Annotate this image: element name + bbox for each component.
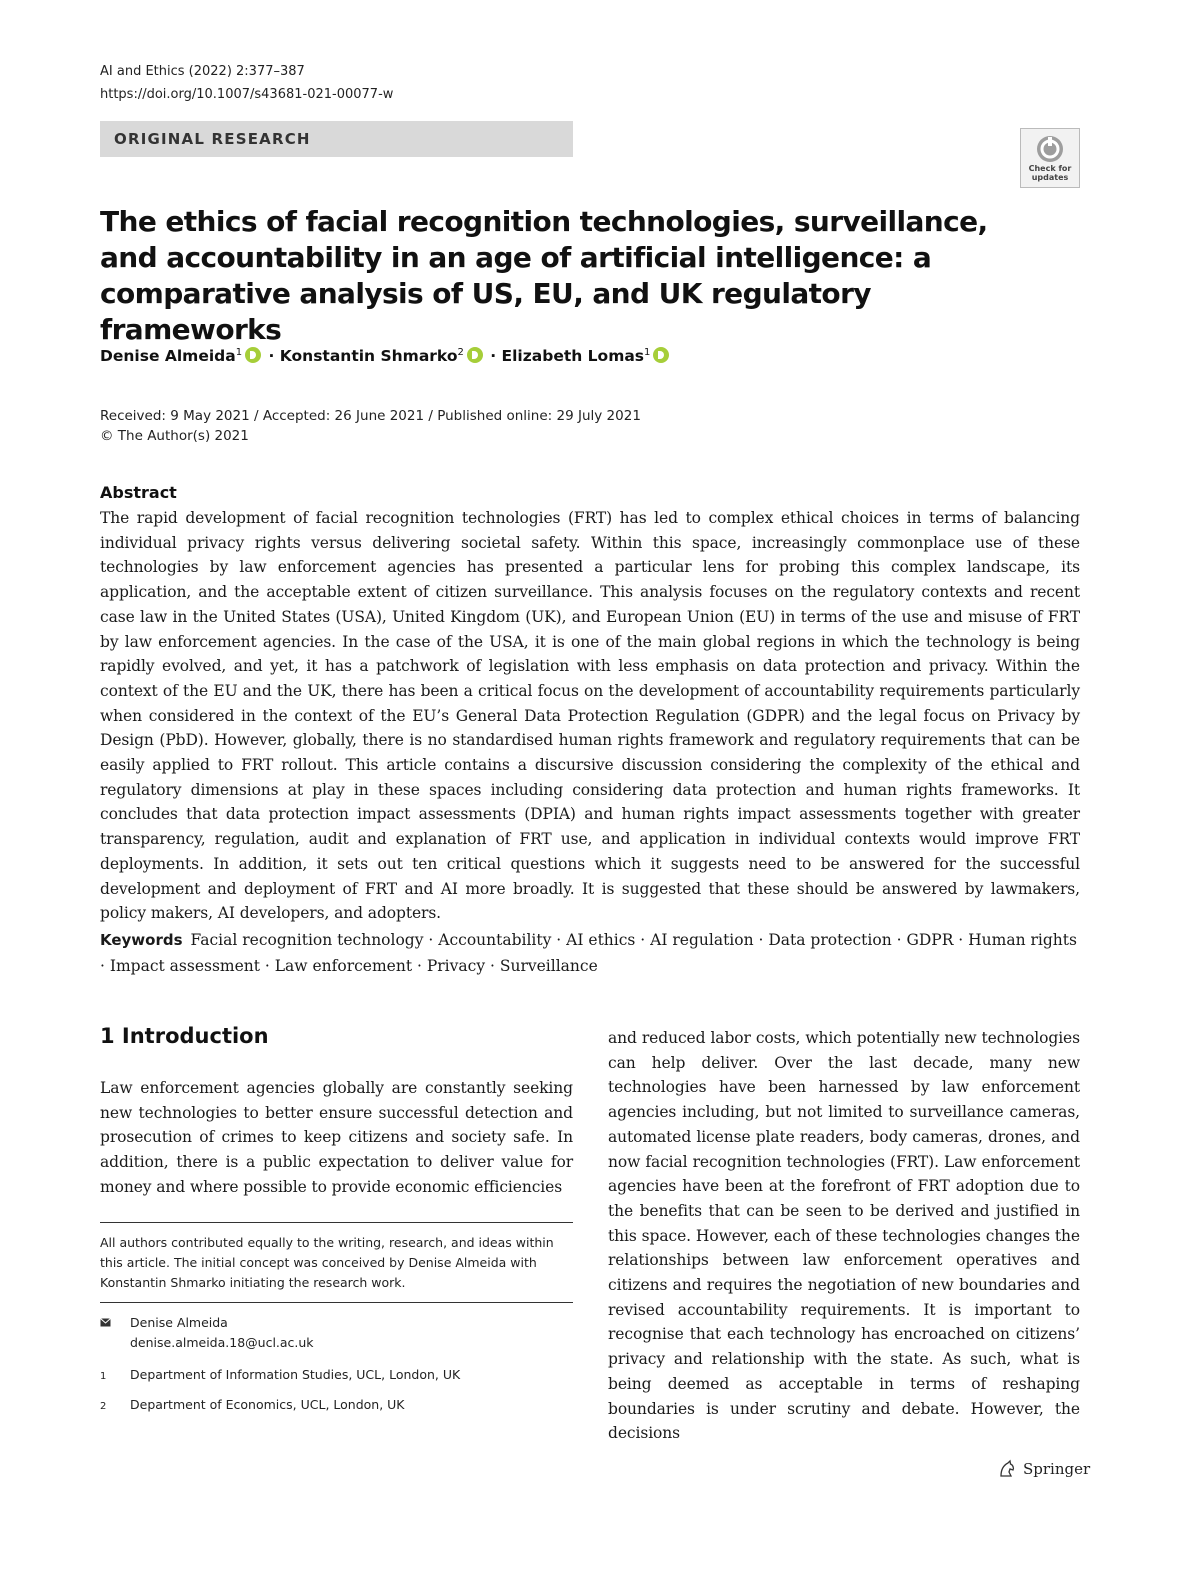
introduction-heading: 1 Introduction <box>100 1024 269 1048</box>
keywords-block <box>100 927 1080 979</box>
publisher-name: Springer <box>1023 1460 1091 1478</box>
springer-horse-icon <box>997 1459 1017 1479</box>
orcid-icon[interactable] <box>467 347 483 363</box>
keywords-list: Facial recognition technology · Accountability · AI ethics · AI regulation · Data protection · GDPR · Human rights · Impact assessment · Law enforcement · Privacy · Surveillance <box>100 931 1077 975</box>
contribution-note: All authors contributed equally to the writing, research, and ideas within this article. The initial concept was conceived by Denise Almeida with Konstantin Shmarko initiating the research work. <box>100 1235 554 1290</box>
author-separator: · <box>263 347 280 366</box>
section-label-bar <box>100 121 573 157</box>
check-for-updates-label: Check for updates <box>1028 164 1072 182</box>
introduction-right-column: and reduced labor costs, which potentially new technologies can help deliver. Over the last decade, many new technologies have been harnessed by law enforcement agencies including, but not limited to surveillance cameras, automated license plate readers, body cameras, drones, and now facial recognition technologies (FRT). Law enforcement agencies have been at the forefront of FRT adoption due to the benefits that can be seen to be derived and justified in this space. However, each of these technologies changes the relationships between law enforcement operatives and citizens and requires the negotiation of new boundaries and revised accountability requirements. It is important to recognise that each technology has encroached on citizens’ privacy and relationship with the state. As such, what is being deemed as acceptable in terms of reshaping boundaries is under scrutiny and debate. However, the decisions <box>608 1029 1080 1443</box>
corresponding-author-email[interactable]: denise.almeida.18@ucl.ac.uk <box>130 1335 314 1350</box>
corresponding-author <box>100 1313 573 1353</box>
author-separator: · <box>484 347 502 366</box>
keywords-label: Keywords <box>100 931 183 949</box>
doi-link[interactable]: https://doi.org/10.1007/s43681-021-00077-w <box>100 87 394 102</box>
author-affiliation-mark: 1 <box>235 347 243 358</box>
article-title: The ethics of facial recognition technologies, surveillance, and accountability in an age of artificial intelligence: a comparative analysis of US, EU, and UK regulatory frameworks <box>100 205 988 346</box>
envelope-icon <box>100 1313 130 1353</box>
author-affiliation-mark: 1 <box>644 347 651 358</box>
footnote-divider <box>100 1302 573 1303</box>
section-label: ORIGINAL RESEARCH <box>114 130 311 148</box>
footnote-divider <box>100 1222 573 1223</box>
publisher-logo <box>997 1459 1090 1479</box>
affiliation-text: Department of Information Studies, UCL, London, UK <box>130 1367 461 1382</box>
copyright-notice: © The Author(s) 2021 <box>100 428 249 444</box>
abstract-text: The rapid development of facial recognition technologies (FRT) has led to complex ethical choices in terms of balancing individual privacy rights versus delivering societal safety. Within this space, increasingly commonplace use of these technologies by law enforcement agencies has presented a particular lens for probing this complex landscape, its application, and the acceptable extent of citizen surveillance. This analysis focuses on the regulatory contexts and recent case law in the United States (USA), United Kingdom (UK), and European Union (EU) in terms of the use and misuse of FRT by law enforcement agencies. In the case of the USA, it is one of the main global regions in which the technology is being rapidly evolved, and yet, it has a patchwork of legislation with less emphasis on data protection and privacy. Within the context of the EU and the UK, there has been a critical focus on the development of accountability requirements particularly when considered in the context of the EU’s General Data Protection Regulation (GDPR) and the legal focus on Privacy by Design (PbD). However, globally, there is no standardised human rights framework and regulatory requirements that can be easily applied to FRT rollout. This article contains a discursive discussion considering the complexity of the ethical and regulatory dimensions at play in these spaces including considering data protection and human rights frameworks. It concludes that data protection impact assessments (DPIA) and human rights impact assessments together with greater transparency, regulation, audit and explanation of FRT use, and application in individual contexts would improve FRT deployments. In addition, it sets out ten critical questions which it suggests need to be answered for the successful development and deployment of FRT and AI more broadly. It is suggested that these should be answered by lawmakers, policy makers, AI developers, and adopters. <box>100 509 1080 923</box>
journal-reference: AI and Ethics (2022) 2:377–387 <box>100 64 305 79</box>
check-for-updates-badge[interactable] <box>1020 128 1080 188</box>
correspondence-block <box>100 1313 573 1417</box>
affiliation-item <box>100 1395 573 1417</box>
abstract-heading: Abstract <box>100 483 177 502</box>
publication-dates-block <box>100 406 641 446</box>
check-for-updates-icon <box>1035 134 1065 164</box>
author-name[interactable]: Denise Almeida <box>100 347 236 366</box>
affiliation-item <box>100 1365 573 1387</box>
orcid-icon[interactable] <box>653 347 669 363</box>
introduction-left-column: Law enforcement agencies globally are constantly seeking new technologies to better ensure successful detection and prosecution of crimes to keep citizens and society safe. In addition, there is a public expectation to deliver value for money and where possible to provide economic efficiencies <box>100 1079 573 1196</box>
author-name[interactable]: Elizabeth Lomas <box>501 347 645 366</box>
corresponding-author-name: Denise Almeida <box>130 1315 228 1330</box>
affiliation-text: Department of Economics, UCL, London, UK <box>130 1397 405 1412</box>
author-name[interactable]: Konstantin Shmarko <box>279 347 458 366</box>
affiliation-mark: 2 <box>100 1401 107 1412</box>
author-affiliation-mark: 2 <box>457 347 464 358</box>
publication-dates: Received: 9 May 2021 / Accepted: 26 June 2021 / Published online: 29 July 2021 <box>100 408 641 424</box>
affiliation-mark: 1 <box>100 1371 107 1382</box>
orcid-icon[interactable] <box>245 347 261 363</box>
author-list <box>100 347 671 365</box>
